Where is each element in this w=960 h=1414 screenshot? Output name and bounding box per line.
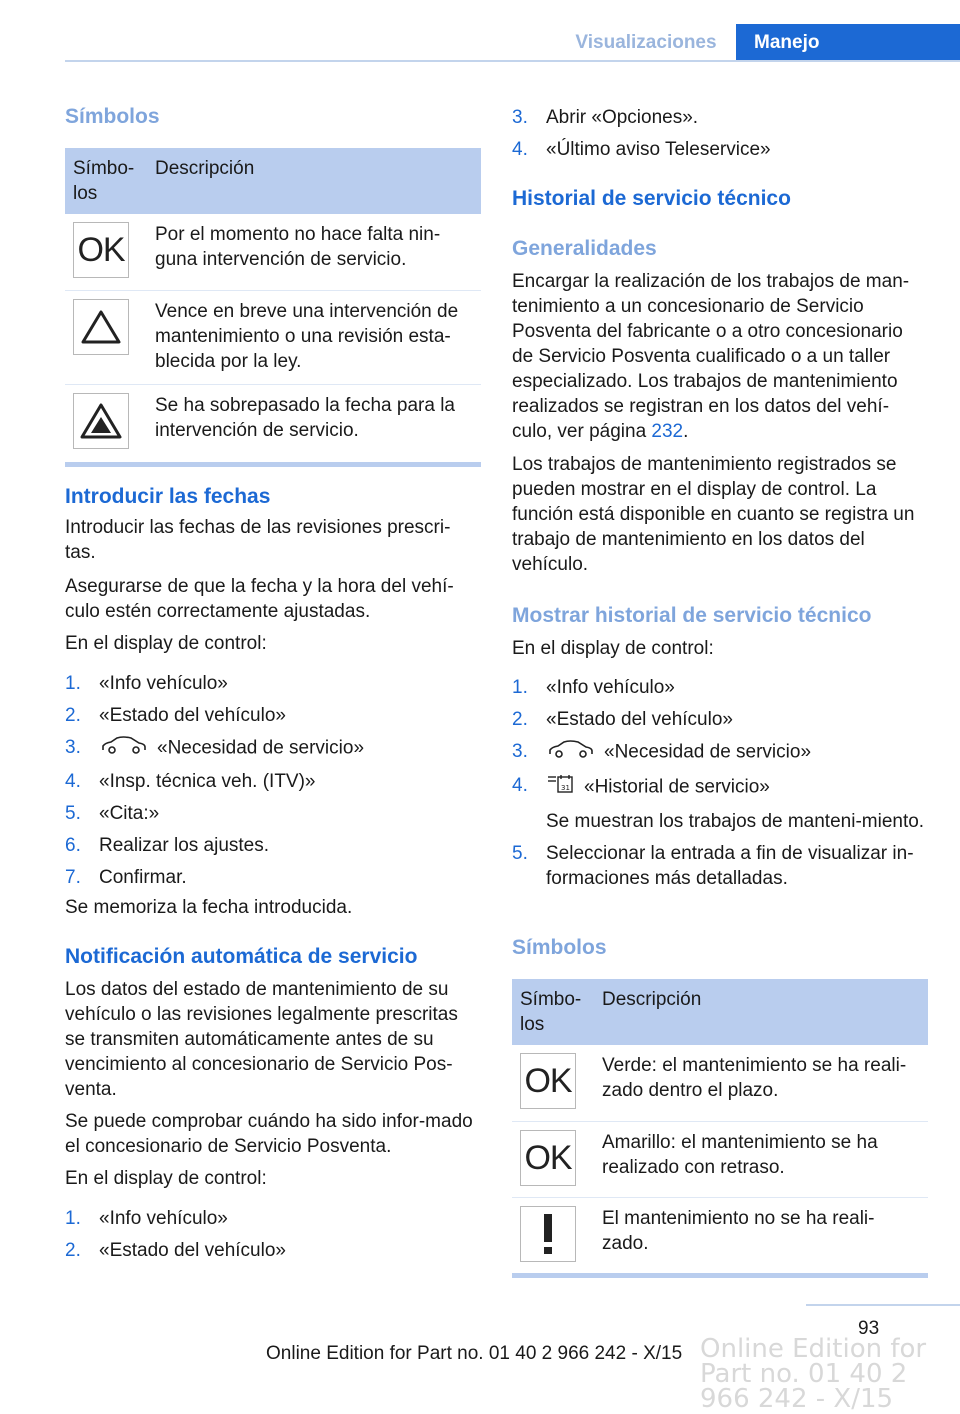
- fechas-paragraph-4: Se memoriza la fecha introducida.: [65, 897, 353, 918]
- list-item: [65, 865, 481, 890]
- notificacion-paragraph-2: Se puede comprobar cuándo ha sido infor-mado el concesionario de Servicio Posventa.: [65, 1111, 473, 1157]
- step-text: «Historial de servicio»: [584, 776, 770, 798]
- symbols-table-1: [65, 148, 481, 467]
- symbols-table-2: [512, 979, 928, 1278]
- table-row: [65, 384, 481, 462]
- svg-text:31: 31: [561, 784, 570, 792]
- opciones-steps-list: [512, 105, 928, 169]
- table-header-row: [512, 979, 928, 1045]
- step-number: 1.: [512, 677, 528, 698]
- description-cell: Se ha sobrepasado la fecha para la intervención de servicio.: [155, 394, 455, 441]
- step-text: «Insp. técnica veh. (ITV)»: [99, 771, 316, 792]
- step-number: 4.: [512, 139, 528, 160]
- notificacion-paragraph-3: En el display de control:: [65, 1168, 267, 1189]
- table-row: [512, 1121, 928, 1197]
- symbol-cell: [512, 1197, 594, 1273]
- fechas-heading: Introducir las fechas: [65, 485, 271, 508]
- car-icon: [546, 739, 596, 766]
- step-number: 2.: [65, 705, 81, 726]
- symbol-cell: [65, 384, 147, 462]
- list-item: [512, 675, 928, 700]
- list-item: [65, 801, 481, 826]
- car-icon: [99, 735, 149, 762]
- step-number: 7.: [65, 867, 81, 888]
- symbol-cell: [512, 1121, 594, 1197]
- generalidades-heading: Generalidades: [512, 237, 657, 260]
- table-row: [65, 214, 481, 290]
- step-number: 1.: [65, 1208, 81, 1229]
- step-number: 2.: [65, 1240, 81, 1261]
- list-item: [65, 735, 481, 762]
- list-item: [65, 1206, 481, 1231]
- step-text: «Último aviso Teleservice»: [546, 139, 771, 160]
- table-row: [65, 290, 481, 384]
- column-header-symbol: [65, 148, 147, 214]
- fechas-steps-list: [65, 671, 481, 897]
- header-divider: [65, 60, 960, 62]
- list-item: [512, 773, 928, 834]
- step-number: 3.: [65, 737, 81, 758]
- notificacion-steps-list: [65, 1206, 481, 1270]
- historial-heading: Historial de servicio técnico: [512, 187, 791, 210]
- step-number: 6.: [65, 835, 81, 856]
- watermark: Online Edition for Part no. 01 40 2 966 242 - X/15: [700, 1334, 927, 1414]
- edition-footer: Online Edition for Part no. 01 40 2 966 242 - X/15: [266, 1343, 683, 1364]
- calendar-icon: [546, 773, 576, 802]
- description-cell: Amarillo: el mantenimiento se ha realizado con retraso.: [594, 1121, 928, 1197]
- page-link[interactable]: 232: [651, 421, 684, 442]
- generalidades-text-end: .: [683, 421, 689, 442]
- generalidades-text: Encargar la realización de los trabajos de man-tenimiento a un concesionario de Servicio Posventa del fabricante o a otro concesionario de Servicio Posventa cualificado o a un taller especializado. Los trabajos de mantenimiento realizados se registran en los datos del vehí-culo, ver página: [512, 271, 910, 442]
- ok-icon: OK: [73, 222, 129, 278]
- mostrar-paragraph-1: En el display de control:: [512, 638, 714, 659]
- step-text: «Necesidad de servicio»: [157, 737, 365, 759]
- step-text: Abrir «Opciones».: [546, 107, 699, 128]
- fechas-paragraph-3: En el display de control:: [65, 633, 267, 654]
- symbol-cell: [65, 290, 147, 384]
- step-text: Realizar los ajustes.: [99, 835, 270, 856]
- warning-triangle-filled-icon: [73, 393, 129, 449]
- exclamation-icon: [520, 1206, 576, 1262]
- step-text: Confirmar.: [99, 867, 187, 888]
- step-text: Seleccionar la entrada a fin de visualizar in-formaciones más detalladas.: [546, 843, 914, 889]
- warning-triangle-icon: [73, 299, 129, 355]
- list-item: [512, 105, 928, 130]
- header-symbol-label: Símbo- los: [73, 158, 135, 204]
- ok-green-icon: OK: [520, 1053, 576, 1109]
- header-symbol-label: Símbo- los: [520, 989, 582, 1035]
- generalidades-paragraph-2: Los trabajos de mantenimiento registrados se pueden mostrar en el display de control. La función está disponible en cuanto se registra un trabajo de mantenimiento en los datos del vehículo.: [512, 454, 915, 575]
- step-number: 4.: [65, 771, 81, 792]
- step-text: «Estado del vehículo»: [546, 709, 733, 730]
- table-row: [512, 1045, 928, 1121]
- generalidades-paragraph-1: [512, 269, 928, 444]
- step-text: «Info vehículo»: [546, 677, 675, 698]
- step-number: 4.: [512, 775, 528, 796]
- step-text: «Estado del vehículo»: [99, 705, 286, 726]
- fechas-paragraph-2: Asegurarse de que la fecha y la hora del vehí-culo estén correctamente ajustadas.: [65, 576, 454, 622]
- step-number: 5.: [512, 843, 528, 864]
- table-bottom-rule: [65, 462, 481, 467]
- table-row: [512, 1197, 928, 1273]
- symbols-heading-2: Símbolos: [512, 936, 607, 959]
- step-number: 3.: [512, 107, 528, 128]
- list-item: [512, 841, 928, 891]
- step-number: 2.: [512, 709, 528, 730]
- column-header-description: Descripción: [594, 979, 928, 1045]
- list-item: [65, 1238, 481, 1263]
- list-item: [65, 703, 481, 728]
- description-cell: Vence en breve una intervención de mantenimiento o una revisión esta-blecida por la ley.: [147, 290, 481, 384]
- step-text: «Info vehículo»: [99, 673, 228, 694]
- list-item: [512, 137, 928, 162]
- description-cell: Por el momento no hace falta nin-guna intervención de servicio.: [147, 214, 481, 290]
- step-text: «Cita:»: [99, 803, 160, 824]
- list-item: [512, 707, 928, 732]
- notificacion-heading: Notificación automática de servicio: [65, 945, 418, 968]
- list-item: [65, 769, 481, 794]
- mostrar-steps-list: [512, 675, 928, 898]
- symbols-heading: Símbolos: [65, 105, 160, 128]
- step-number: 5.: [65, 803, 81, 824]
- mostrar-heading: Mostrar historial de servicio técnico: [512, 604, 872, 627]
- column-header-symbol: [512, 979, 594, 1045]
- tab-manejo[interactable]: Manejo: [736, 24, 960, 61]
- tab-visualizaciones[interactable]: Visualizaciones: [556, 24, 736, 61]
- chapter-header: [556, 24, 960, 61]
- step-text: «Necesidad de servicio»: [604, 741, 812, 763]
- table-bottom-rule: [512, 1273, 928, 1278]
- notificacion-paragraph-1: Los datos del estado de mantenimiento de su vehículo o las revisiones legalmente prescritas se transmiten automáticamente antes de su vencimiento al concesionario de Servicio Pos-venta.: [65, 979, 458, 1100]
- step-text: «Info vehículo»: [99, 1208, 228, 1229]
- list-item: [65, 671, 481, 696]
- step-text: «Estado del vehículo»: [99, 1240, 286, 1261]
- description-cell: El mantenimiento no se ha reali-zado.: [602, 1207, 875, 1254]
- page-number: 93: [858, 1318, 880, 1339]
- symbol-cell: [512, 1045, 594, 1121]
- description-cell: Verde: el mantenimiento se ha reali-zado dentro el plazo.: [594, 1045, 928, 1121]
- list-item: [512, 739, 928, 766]
- fechas-paragraph-1: Introducir las fechas de las revisiones prescri-tas.: [65, 517, 451, 563]
- list-item: [65, 833, 481, 858]
- step-subtext: Se muestran los trabajos de manteni-miento.: [546, 811, 925, 832]
- ok-yellow-icon: OK: [520, 1130, 576, 1186]
- column-header-description: Descripción: [147, 148, 481, 214]
- table-header-row: [65, 148, 481, 214]
- step-number: 1.: [65, 673, 81, 694]
- page-number-rule: [806, 1304, 960, 1306]
- symbol-cell: [65, 214, 147, 290]
- step-number: 3.: [512, 741, 528, 762]
